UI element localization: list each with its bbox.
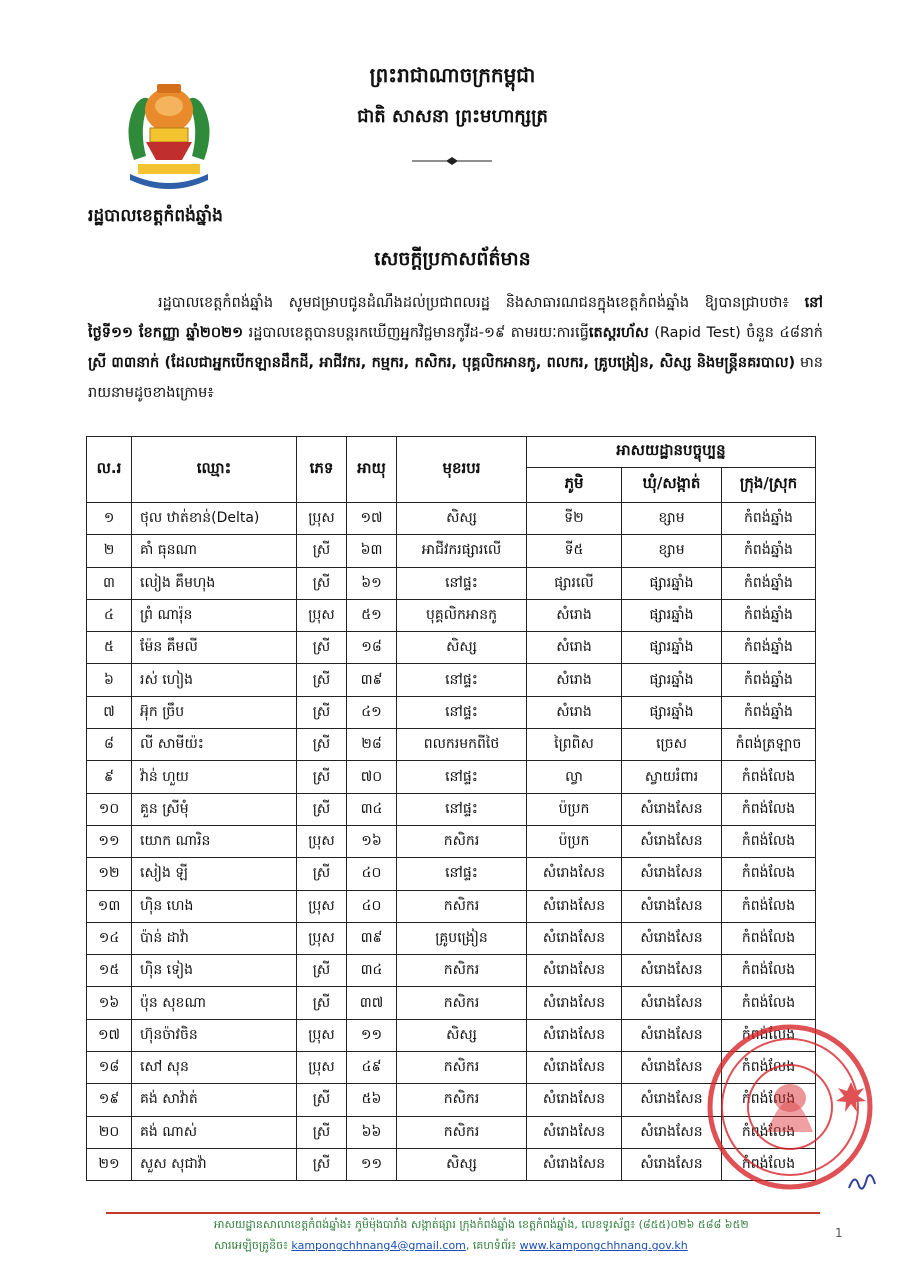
cell-village: ប៉ប្រក [527, 793, 622, 825]
cell-no: ១៧ [87, 1019, 132, 1051]
cell-name: វ៉ាន់ ហួយ [132, 761, 297, 793]
table-row [87, 1052, 816, 1084]
header-no: ល.រ [87, 437, 132, 503]
table-row [87, 1116, 816, 1148]
cell-district: កំពង់លែង [722, 890, 816, 922]
header-sex: ភេទ [297, 437, 347, 503]
table-row [87, 599, 816, 631]
cell-name: លី សាមីយ៉ះ [132, 729, 297, 761]
cell-commune: សំរោងសែន [622, 1084, 722, 1116]
cell-name: អ៊ុក ច្រឹប [132, 696, 297, 728]
header-occupation: មុខរបរ [397, 437, 527, 503]
cell-sex: ប្រុស [297, 1052, 347, 1084]
cell-no: ៦ [87, 664, 132, 696]
cell-sex: ស្រី [297, 1084, 347, 1116]
cell-commune: ផ្សារឆ្នាំង [622, 696, 722, 728]
signature-icon [845, 1168, 879, 1196]
table-row [87, 1148, 816, 1180]
cell-occupation: ពលករមកពីថៃ [397, 729, 527, 761]
footer-website-link[interactable]: www.kampongchhnang.gov.kh [519, 1239, 688, 1252]
cell-no: ១៦ [87, 987, 132, 1019]
cell-district: កំពង់លែង [722, 1148, 816, 1180]
cell-age: ២៨ [347, 729, 397, 761]
cell-no: ១៣ [87, 890, 132, 922]
cell-age: ៦១ [347, 567, 397, 599]
intro-test-type: តេស្តរហ័ស [588, 325, 649, 341]
cell-age: ៧០ [347, 761, 397, 793]
intro-date: នៅថ្ងៃទី១១ ខែកញ្ញា ឆ្នាំ២០២១ [88, 295, 823, 341]
cell-age: ៤០ [347, 890, 397, 922]
cell-age: ៣៧ [347, 987, 397, 1019]
cell-no: ២០ [87, 1116, 132, 1148]
cell-sex: ប្រុស [297, 599, 347, 631]
cell-village: ព្រៃពិស [527, 729, 622, 761]
table-row [87, 1019, 816, 1051]
header-commune: ឃុំ/សង្កាត់ [622, 468, 722, 503]
table-row [87, 632, 816, 664]
intro-text-1: រដ្ឋបាលខេត្តកំពង់ឆ្នាំង សូមជម្រាបជូនដំណឹងដល់ប្រជាពលរដ្ឋ និងសាធារណជនក្នុងខេត្តកំពង់ឆ្នាំង ឱ្យបានជ្រាបថា៖ [158, 295, 805, 311]
cell-sex: ប្រុស [297, 890, 347, 922]
cell-sex: ប្រុស [297, 825, 347, 857]
table-row [87, 825, 816, 857]
header-village: ភូមិ [527, 468, 622, 503]
cell-name: គាំ ធុនណា [132, 535, 297, 567]
table-row [87, 793, 816, 825]
table-row [87, 1084, 816, 1116]
intro-text-4: មានរាយនាមដូចខាងក្រោម៖ [88, 355, 824, 401]
cell-no: ១៩ [87, 1084, 132, 1116]
cell-commune: សំរោងសែន [622, 987, 722, 1019]
cell-commune: ផ្សារឆ្នាំង [622, 599, 722, 631]
cell-district: កំពង់លែង [722, 761, 816, 793]
cell-commune: ផ្សារឆ្នាំង [622, 664, 722, 696]
cell-district: កំពង់ឆ្នាំង [722, 567, 816, 599]
cell-village: ប៉ប្រក [527, 825, 622, 857]
cell-age: ៥៦ [347, 1084, 397, 1116]
cell-age: ៦៣ [347, 535, 397, 567]
intro-text-2: រដ្ឋបាលខេត្តបានបន្តរកឃើញអ្នកវិជ្ជមានកូវីដ-១៩ តាមរយៈការធ្វើ [243, 325, 589, 341]
cell-age: ១៧ [347, 503, 397, 535]
cell-name: ថុល ឋាត់ខាន់(Delta) [132, 503, 297, 535]
cell-sex: ស្រី [297, 1116, 347, 1148]
cell-district: កំពង់លែង [722, 955, 816, 987]
cell-age: ៤៩ [347, 1052, 397, 1084]
cell-sex: ស្រី [297, 793, 347, 825]
cell-no: ១០ [87, 793, 132, 825]
table-row [87, 664, 816, 696]
cell-district: កំពង់លែង [722, 1084, 816, 1116]
cell-village: សំរោងសែន [527, 858, 622, 890]
cell-village: ផ្សារលើ [527, 567, 622, 599]
cell-district: កំពង់ឆ្នាំង [722, 664, 816, 696]
cell-sex: ស្រី [297, 858, 347, 890]
document-title: សេចក្ដីប្រកាសព័ត៌មាន [374, 248, 531, 270]
intro-female-count: ស្រី ៣៣នាក់ [88, 355, 160, 371]
cell-village: សំរោង [527, 696, 622, 728]
cell-no: ២១ [87, 1148, 132, 1180]
cell-sex: ប្រុស [297, 503, 347, 535]
cell-commune: ស្វាយរំពារ [622, 761, 722, 793]
cell-occupation: សិស្ស [397, 1148, 527, 1180]
cell-commune: សំរោងសែន [622, 1019, 722, 1051]
cell-district: កំពង់លែង [722, 1052, 816, 1084]
cell-commune: សំរោងសែន [622, 890, 722, 922]
cell-no: ៨ [87, 729, 132, 761]
cell-village: សំរោងសែន [527, 1148, 622, 1180]
cell-village: ទី៥ [527, 535, 622, 567]
cell-name: រស់ ហៀង [132, 664, 297, 696]
cell-sex: ស្រី [297, 696, 347, 728]
table-row [87, 761, 816, 793]
cell-commune: សំរោងសែន [622, 955, 722, 987]
table-row [87, 858, 816, 890]
cell-village: សំរោងសែន [527, 890, 622, 922]
cell-sex: ប្រុស [297, 1019, 347, 1051]
cell-occupation: កសិករ [397, 987, 527, 1019]
cell-commune: ច្រេស [622, 729, 722, 761]
page-number: 1 [835, 1226, 843, 1240]
cell-village: ល្វា [527, 761, 622, 793]
footer-email-label: សារអេឡិចត្រូនិច៖ [214, 1239, 292, 1252]
cell-commune: ផ្សារឆ្នាំង [622, 632, 722, 664]
cell-occupation: កសិករ [397, 1116, 527, 1148]
table-row [87, 567, 816, 599]
cell-occupation: សិស្ស [397, 503, 527, 535]
header-district: ក្រុង/ស្រុក [722, 468, 816, 503]
cell-sex: ស្រី [297, 729, 347, 761]
footer-contact [214, 1239, 688, 1255]
cell-district: កំពង់លែង [722, 825, 816, 857]
cell-sex: ស្រី [297, 761, 347, 793]
cell-no: ១៤ [87, 922, 132, 954]
intro-text-3: (Rapid Test) ចំនួន ៤៨នាក់ [648, 325, 823, 341]
cell-occupation: កសិករ [397, 1084, 527, 1116]
cell-occupation: បុគ្គលិកអានកូ [397, 599, 527, 631]
cell-age: ៣៤ [347, 955, 397, 987]
cell-age: ១៦ [347, 825, 397, 857]
cell-sex: ស្រី [297, 1148, 347, 1180]
cell-age: ៥១ [347, 599, 397, 631]
cell-name: យោក ណារិន [132, 825, 297, 857]
cell-name: សួស សុជាវ៉ា [132, 1148, 297, 1180]
table-body [87, 503, 816, 1181]
cell-no: ៧ [87, 696, 132, 728]
cell-occupation: អាជីវករផ្សារលើ [397, 535, 527, 567]
cell-commune: សំរោងសែន [622, 1052, 722, 1084]
cell-district: កំពង់លែង [722, 1019, 816, 1051]
cell-occupation: នៅផ្ទះ [397, 761, 527, 793]
cell-name: ប៉ុន សុខណា [132, 987, 297, 1019]
announcement-paragraph [88, 288, 823, 408]
cell-name: ហ៊ុនច៉ាវចិន [132, 1019, 297, 1051]
kingdom-heading: ព្រះរាជាណាចក្រកម្ពុជា [369, 63, 536, 87]
cell-no: ៣ [87, 567, 132, 599]
cell-occupation: នៅផ្ទះ [397, 567, 527, 599]
cell-commune: សំរោងសែន [622, 922, 722, 954]
cell-occupation: កសិករ [397, 825, 527, 857]
cell-no: ៥ [87, 632, 132, 664]
cases-table [86, 436, 816, 1181]
table-row [87, 955, 816, 987]
footer-email-link[interactable]: kampongchhnang4@gmail.com [291, 1239, 466, 1252]
cell-commune: ខ្សាម [622, 535, 722, 567]
cell-village: សំរោង [527, 632, 622, 664]
cell-occupation: នៅផ្ទះ [397, 696, 527, 728]
cell-occupation: គ្រូបង្រៀន [397, 922, 527, 954]
cell-no: ១៨ [87, 1052, 132, 1084]
cell-sex: ស្រី [297, 567, 347, 599]
cell-commune: សំរោងសែន [622, 1116, 722, 1148]
cell-name: គួន ស្រីមុំ [132, 793, 297, 825]
cell-commune: សំរោងសែន [622, 793, 722, 825]
cell-village: សំរោង [527, 664, 622, 696]
cell-name: សៅ សុន [132, 1052, 297, 1084]
cell-name: ហ៊ិន ទៀង [132, 955, 297, 987]
cell-district: កំពង់ឆ្នាំង [722, 632, 816, 664]
table-row [87, 922, 816, 954]
cell-name: ប៉ាន់ ដាវ៉ា [132, 922, 297, 954]
cell-occupation: នៅផ្ទះ [397, 793, 527, 825]
cell-district: កំពង់ត្រឡាច [722, 729, 816, 761]
cell-commune: សំរោងសែន [622, 858, 722, 890]
cell-district: កំពង់លែង [722, 1116, 816, 1148]
cell-occupation: នៅផ្ទះ [397, 664, 527, 696]
cell-village: សំរោងសែន [527, 955, 622, 987]
cell-age: ៣៩ [347, 922, 397, 954]
cell-no: ១២ [87, 858, 132, 890]
header-age: អាយុ [347, 437, 397, 503]
cell-commune: ផ្សារឆ្នាំង [622, 567, 722, 599]
issuing-authority: រដ្ឋបាលខេត្តកំពង់ឆ្នាំង [88, 206, 223, 226]
cell-village: សំរោងសែន [527, 987, 622, 1019]
cell-occupation: កសិករ [397, 955, 527, 987]
cell-district: កំពង់លែង [722, 922, 816, 954]
header-name: ឈ្មោះ [132, 437, 297, 503]
cell-occupation: នៅផ្ទះ [397, 858, 527, 890]
national-motto: ជាតិ សាសនា ព្រះមហាក្សត្រ [357, 106, 548, 127]
cell-village: សំរោងសែន [527, 922, 622, 954]
cell-no: ១១ [87, 825, 132, 857]
cell-district: កំពង់លែង [722, 858, 816, 890]
cell-age: ៤១ [347, 696, 397, 728]
cell-occupation: សិស្ស [397, 632, 527, 664]
cell-commune: សំរោងសែន [622, 1148, 722, 1180]
cell-village: ទី២ [527, 503, 622, 535]
cell-village: សំរោងសែន [527, 1084, 622, 1116]
cell-village: សំរោងសែន [527, 1019, 622, 1051]
cell-name: ព្រំ ណារ៉ុន [132, 599, 297, 631]
cell-sex: ប្រុស [297, 922, 347, 954]
cell-village: សំរោងសែន [527, 1052, 622, 1084]
cell-village: សំរោងសែន [527, 1116, 622, 1148]
cell-no: ៤ [87, 599, 132, 631]
ornament-divider-icon [412, 156, 492, 166]
cell-age: ១៨ [347, 632, 397, 664]
table-row [87, 729, 816, 761]
cell-district: កំពង់លែង [722, 987, 816, 1019]
provincial-emblem-icon [120, 76, 218, 194]
cell-district: កំពង់ឆ្នាំង [722, 503, 816, 535]
cell-occupation: សិស្ស [397, 1019, 527, 1051]
table-row [87, 987, 816, 1019]
header-address: អាសយដ្ឋានបច្ចុប្បន្ន [527, 437, 816, 468]
cell-name: ម៉ែន គឹមលី [132, 632, 297, 664]
intro-occupations: (ដែលជាអ្នកបើកឡានដឹកដី, អាជីវករ, កម្មករ, កសិករ, បុគ្គលិកអានកូ, ពលករ, គ្រូបង្រៀន, សិស្ស និងមន្ត្រីនគរបាល) [159, 355, 796, 371]
cell-sex: ស្រី [297, 955, 347, 987]
cell-name: គង់ ណាស់ [132, 1116, 297, 1148]
cell-age: ៦៦ [347, 1116, 397, 1148]
cell-age: ១១ [347, 1148, 397, 1180]
cell-name: ហ៊ិន ហេង [132, 890, 297, 922]
cell-age: ៣៤ [347, 793, 397, 825]
table-row [87, 503, 816, 535]
cell-age: ៤០ [347, 858, 397, 890]
cell-village: សំរោង [527, 599, 622, 631]
cell-occupation: កសិករ [397, 1052, 527, 1084]
cell-district: កំពង់ឆ្នាំង [722, 599, 816, 631]
cell-name: សៀង ឡី [132, 858, 297, 890]
cell-name: គង់ សាវ៉ាត់ [132, 1084, 297, 1116]
cell-no: ៩ [87, 761, 132, 793]
cell-age: ១១ [347, 1019, 397, 1051]
cell-district: កំពង់លែង [722, 793, 816, 825]
cell-sex: ស្រី [297, 664, 347, 696]
cell-sex: ស្រី [297, 987, 347, 1019]
footer-divider [106, 1212, 820, 1214]
table-row [87, 696, 816, 728]
cell-occupation: កសិករ [397, 890, 527, 922]
cell-commune: សំរោងសែន [622, 825, 722, 857]
cell-no: ២ [87, 535, 132, 567]
table-row [87, 535, 816, 567]
cell-no: ១ [87, 503, 132, 535]
cell-name: លៀង គឹមហុង [132, 567, 297, 599]
cell-district: កំពង់ឆ្នាំង [722, 696, 816, 728]
table-row [87, 890, 816, 922]
cell-no: ១៥ [87, 955, 132, 987]
footer-address: អាសយដ្ឋានសាលាខេត្តកំពង់ឆ្នាំង៖ ភូមិម៉ុងបារាំង សង្កាត់ផ្សារ ក្រុងកំពង់ឆ្នាំង ខេត្តកំពង់ឆ្នាំង, លេខទូរស័ព្ទ៖ (៨៥៥)០២៦ ៥៨៨ ៦៥២ [214, 1218, 749, 1231]
footer-website-label: , គេហទំព័រ៖ [465, 1239, 520, 1252]
cell-sex: ស្រី [297, 535, 347, 567]
cell-sex: ស្រី [297, 632, 347, 664]
cell-age: ៣៩ [347, 664, 397, 696]
cell-district: កំពង់ឆ្នាំង [722, 535, 816, 567]
cell-commune: ខ្សាម [622, 503, 722, 535]
